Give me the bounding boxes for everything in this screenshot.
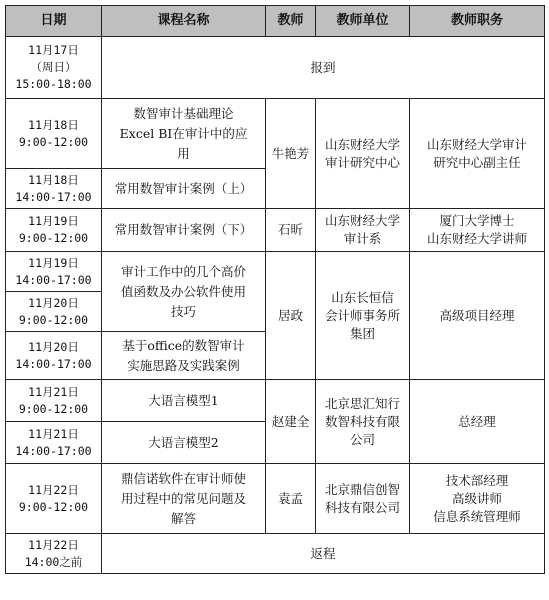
position-line: 高级项目经理 — [439, 307, 515, 323]
course-line: 数智审计基础理论 — [133, 105, 234, 121]
course-line: 值函数及办公软件使用 — [120, 283, 246, 299]
position-cell — [410, 380, 545, 464]
date-line: 9:00-12:00 — [18, 312, 89, 327]
date-line: 11月17日 — [28, 43, 79, 57]
unit-line: 北京鼎信创智 — [324, 481, 400, 497]
date-line: 14:00-17:00 — [15, 189, 92, 204]
position-line: 研究中心副主任 — [433, 154, 521, 170]
date-line: 14:00-17:00 — [15, 272, 92, 287]
header-date: 日期 — [6, 6, 102, 37]
course-line: Excel BI在审计中的应 — [119, 125, 248, 141]
registration-cell: 报到 — [102, 37, 545, 99]
unit-line: 公司 — [349, 431, 375, 447]
unit-cell — [316, 252, 410, 380]
date-cell — [6, 464, 102, 534]
date-line: 11月21日 — [28, 384, 79, 399]
date-line: 14:00之前 — [24, 554, 83, 569]
course-line: 常用数智审计案例（下） — [114, 222, 253, 237]
table-row — [6, 464, 545, 534]
date-line: 9:00-12:00 — [18, 231, 89, 245]
position-line: 技术部经理 — [445, 472, 509, 488]
date-line: 11月20日 — [28, 295, 79, 310]
unit-line: 北京思汇知行 — [324, 395, 400, 411]
course-cell — [102, 332, 266, 380]
date-line: 9:00-12:00 — [18, 401, 89, 416]
date-line: 14:00-17:00 — [15, 356, 92, 371]
date-cell — [6, 292, 102, 332]
date-line: 11月20日 — [28, 339, 79, 354]
course-cell — [102, 169, 266, 209]
position-line: 信息系统管理师 — [433, 508, 521, 524]
course-line: 鼎信诺软件在审计师使 — [120, 470, 246, 486]
date-line: 11月22日 — [28, 482, 79, 497]
unit-line: 会计师事务所 — [324, 307, 400, 323]
course-cell — [102, 464, 266, 534]
unit-line: 集团 — [349, 325, 375, 341]
position-line: 山东财经大学讲师 — [426, 231, 527, 246]
course-line: 用 — [177, 145, 190, 161]
date-cell — [6, 169, 102, 209]
table-row — [6, 252, 545, 292]
header-course: 课程名称 — [102, 6, 266, 37]
table-row — [6, 534, 545, 574]
unit-line: 审计系 — [343, 231, 382, 246]
table-row — [6, 99, 545, 169]
position-cell — [410, 252, 545, 380]
course-line: 基于office的数智审计 — [122, 337, 245, 353]
teacher-cell: 居政 — [266, 252, 316, 380]
teacher-cell: 牛艳芳 — [266, 99, 316, 209]
table-row — [6, 380, 545, 422]
date-line: 11月19日 — [28, 214, 79, 228]
teacher-cell: 石昕 — [266, 209, 316, 252]
date-line: 15:00-18:00 — [15, 77, 92, 91]
teacher-cell: 赵建全 — [266, 380, 316, 464]
date-cell — [6, 380, 102, 422]
course-line: 解答 — [170, 510, 196, 526]
schedule-table — [5, 5, 545, 574]
table-row — [6, 37, 545, 99]
header-unit: 教师单位 — [316, 6, 410, 37]
date-cell — [6, 534, 102, 574]
teacher-cell: 袁孟 — [266, 464, 316, 534]
date-line: 11月19日 — [28, 255, 79, 270]
date-cell — [6, 99, 102, 169]
date-cell — [6, 332, 102, 380]
header-position: 教师职务 — [410, 6, 545, 37]
unit-line: 审计研究中心 — [324, 154, 400, 170]
course-cell — [102, 209, 266, 252]
course-cell — [102, 422, 266, 464]
unit-cell — [316, 209, 410, 252]
date-line: （周日） — [30, 60, 77, 74]
position-cell — [410, 209, 545, 252]
table-row — [6, 209, 545, 252]
unit-cell — [316, 99, 410, 209]
date-line: 11月18日 — [28, 117, 79, 132]
course-line: 实施思路及实践案例 — [127, 357, 240, 373]
date-line: 11月18日 — [28, 172, 79, 187]
date-line: 11月22日 — [28, 537, 79, 552]
course-cell — [102, 99, 266, 169]
position-cell — [410, 464, 545, 534]
unit-line: 山东财经大学 — [324, 136, 400, 152]
position-line: 总经理 — [458, 413, 496, 429]
unit-line: 山东财经大学 — [324, 213, 400, 228]
course-line: 大语言模型2 — [148, 434, 219, 450]
date-line: 14:00-17:00 — [15, 443, 92, 458]
position-line: 山东财经大学审计 — [426, 136, 527, 152]
date-line: 9:00-12:00 — [18, 499, 89, 514]
position-cell — [410, 99, 545, 209]
date-cell — [6, 37, 102, 99]
date-cell — [6, 252, 102, 292]
course-line: 常用数智审计案例（上） — [114, 180, 253, 196]
departure-cell: 返程 — [102, 534, 545, 574]
header-row — [6, 6, 545, 37]
header-teacher: 教师 — [266, 6, 316, 37]
course-line: 审计工作中的几个高价 — [120, 263, 246, 279]
date-cell — [6, 422, 102, 464]
position-line: 厦门大学博士 — [439, 213, 515, 228]
course-line: 大语言模型1 — [148, 392, 219, 408]
position-line: 高级讲师 — [451, 490, 502, 506]
date-cell — [6, 209, 102, 252]
course-cell — [102, 252, 266, 332]
date-line: 9:00-12:00 — [18, 134, 89, 149]
unit-line: 数智科技有限 — [324, 413, 400, 429]
unit-cell — [316, 380, 410, 464]
course-line: 技巧 — [170, 303, 196, 319]
unit-cell — [316, 464, 410, 534]
unit-line: 科技有限公司 — [324, 499, 400, 515]
unit-line: 山东长恒信 — [331, 289, 394, 305]
course-cell — [102, 380, 266, 422]
course-line: 用过程中的常见问题及 — [120, 490, 246, 506]
date-line: 11月21日 — [28, 426, 79, 441]
